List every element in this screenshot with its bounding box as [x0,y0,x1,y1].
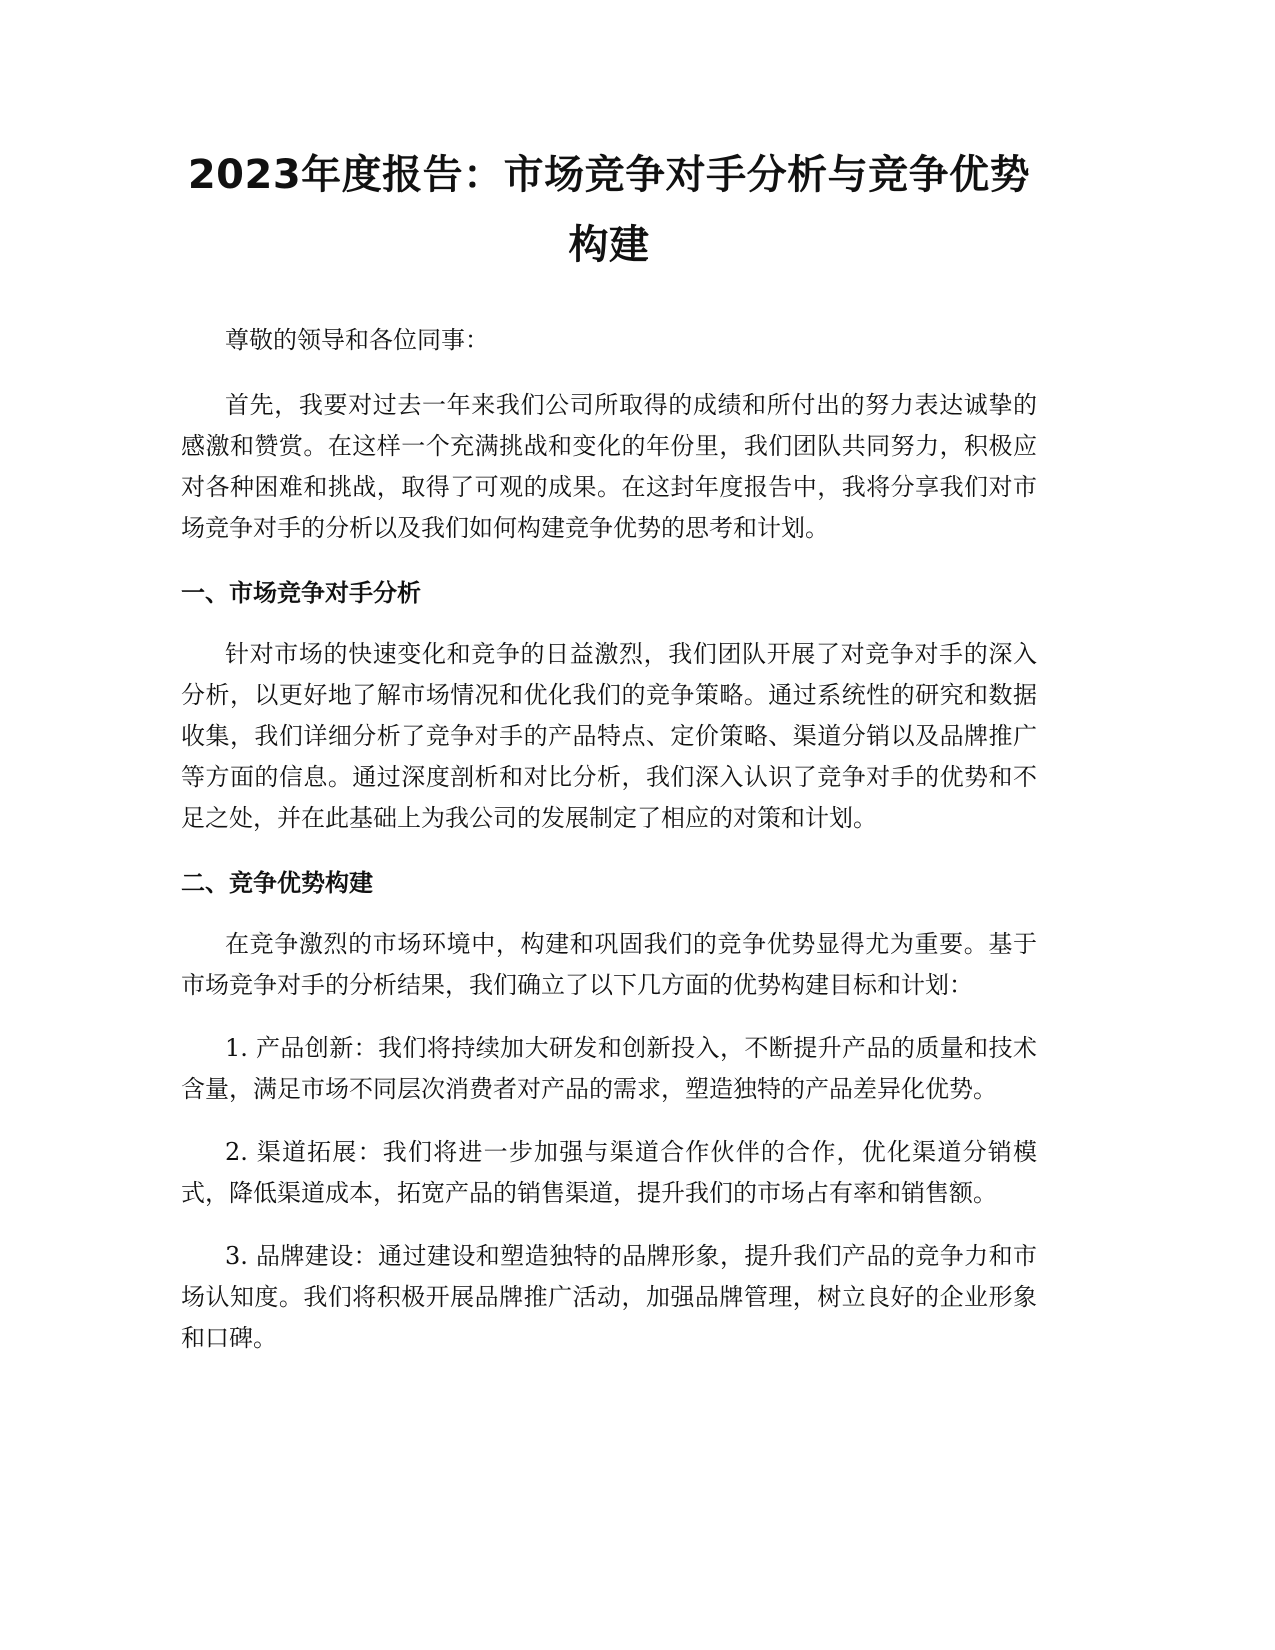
section-heading-advantage-building: 二、竞争优势构建 [181,869,373,897]
section-paragraph: 在竞争激烈的市场环境中，构建和巩固我们的竞争优势显得尤为重要。基于市场竞争对手的分析结果，我们确立了以下几方面的优势构建目标和计划： [181,930,1037,999]
list-item-product-innovation: 1. 产品创新：我们将持续加大研发和创新投入，不断提升产品的质量和技术含量，满足市场不同层次消费者对产品的需求，塑造独特的产品差异化优势。 [181,1034,1037,1103]
section-paragraph: 针对市场的快速变化和竞争的日益激烈，我们团队开展了对竞争对手的深入分析，以更好地了解市场情况和优化我们的竞争策略。通过系统性的研究和数据收集，我们详细分析了竞争对手的产品特点、定价策略、渠道分销以及品牌推广等方面的信息。通过深度剖析和对比分析，我们深入认识了竞争对手的优势和不足之处，并在此基础上为我公司的发展制定了相应的对策和计划。 [181,640,1037,832]
list-item-brand-building: 3. 品牌建设：通过建设和塑造独特的品牌形象，提升我们产品的竞争力和市场认知度。我们将积极开展品牌推广活动，加强品牌管理，树立良好的企业形象和口碑。 [181,1242,1037,1352]
salutation: 尊敬的领导和各位同事： [225,326,489,354]
document-title: 2023年度报告：市场竞争对手分析与竞争优势构建 [187,152,1031,268]
document-page [181,140,1037,1381]
intro-paragraph: 首先，我要对过去一年来我们公司所取得的成绩和所付出的努力表达诚挚的感激和赞赏。在这样一个充满挑战和变化的年份里，我们团队共同努力，积极应对各种困难和挑战，取得了可观的成果。在这封年度报告中，我将分享我们对市场竞争对手的分析以及我们如何构建竞争优势的思考和计划。 [181,391,1037,542]
list-item-channel-expansion: 2. 渠道拓展：我们将进一步加强与渠道合作伙伴的合作，优化渠道分销模式，降低渠道成本，拓宽产品的销售渠道，提升我们的市场占有率和销售额。 [181,1138,1037,1207]
section-heading-competitor-analysis: 一、市场竞争对手分析 [181,579,421,607]
